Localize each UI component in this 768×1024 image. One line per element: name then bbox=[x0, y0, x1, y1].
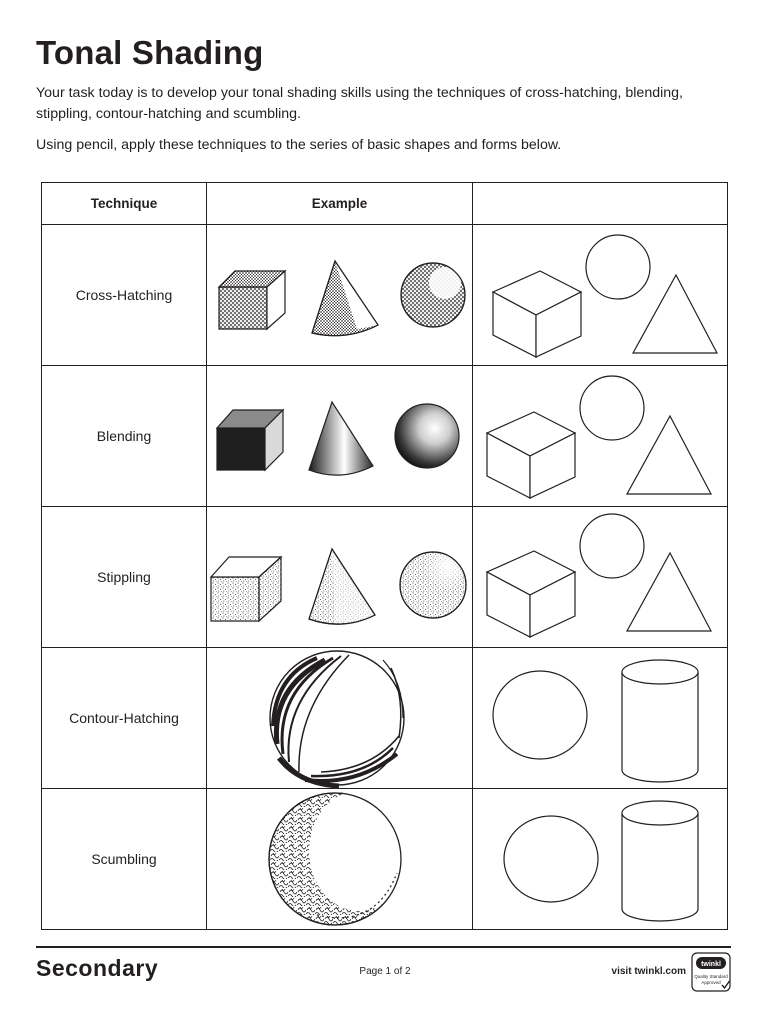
table-row bbox=[42, 648, 728, 789]
table-row bbox=[42, 789, 728, 930]
page-number: Page 1 of 2 bbox=[359, 966, 411, 977]
table-row bbox=[42, 507, 728, 648]
blank-cube-circle-triangle-icon bbox=[473, 507, 728, 648]
table-row bbox=[42, 225, 728, 366]
page-title: Tonal Shading bbox=[36, 34, 264, 71]
technique-table bbox=[41, 182, 728, 930]
blank-circle-cylinder-icon bbox=[473, 789, 728, 930]
column-header-technique: Technique bbox=[42, 183, 207, 225]
cross-hatched-cube-cone-sphere-icon bbox=[207, 225, 473, 366]
table-header-row bbox=[42, 183, 728, 225]
technique-name: Cross-Hatching bbox=[42, 225, 207, 366]
footer-divider bbox=[36, 946, 731, 948]
column-header-example: Example bbox=[207, 183, 473, 225]
badge-line-2: Approved bbox=[701, 980, 721, 985]
scumbled-sphere-icon bbox=[207, 789, 473, 930]
technique-name: Scumbling bbox=[42, 789, 207, 930]
technique-name: Stippling bbox=[42, 507, 207, 648]
blank-cube-circle-triangle-icon bbox=[473, 366, 728, 507]
blank-circle-cylinder-icon bbox=[473, 648, 728, 789]
column-header-practice bbox=[473, 183, 728, 225]
instruction-text: Using pencil, apply these techniques to the series of basic shapes and forms below. bbox=[36, 137, 562, 153]
stippled-cube-cone-sphere-icon bbox=[207, 507, 473, 648]
table-row bbox=[42, 366, 728, 507]
blank-cube-circle-triangle-icon bbox=[473, 225, 728, 366]
intro-text: Your task today is to develop your tonal shading skills using the techniques of cross-hatching, blending, stippling, contour-hatching and scumbling. bbox=[36, 85, 683, 122]
badge-line-1: Quality Standard bbox=[694, 974, 728, 979]
technique-name: Contour-Hatching bbox=[42, 648, 207, 789]
contour-hatched-sphere-icon bbox=[207, 648, 473, 789]
badge-brand: twinkl bbox=[701, 961, 721, 968]
twinkl-quality-standard-badge-icon bbox=[690, 951, 732, 993]
visit-link[interactable]: visit twinkl.com bbox=[611, 966, 686, 977]
blended-cube-cone-sphere-icon bbox=[207, 366, 473, 507]
footer-brand: Secondary bbox=[36, 955, 159, 981]
technique-name: Blending bbox=[42, 366, 207, 507]
